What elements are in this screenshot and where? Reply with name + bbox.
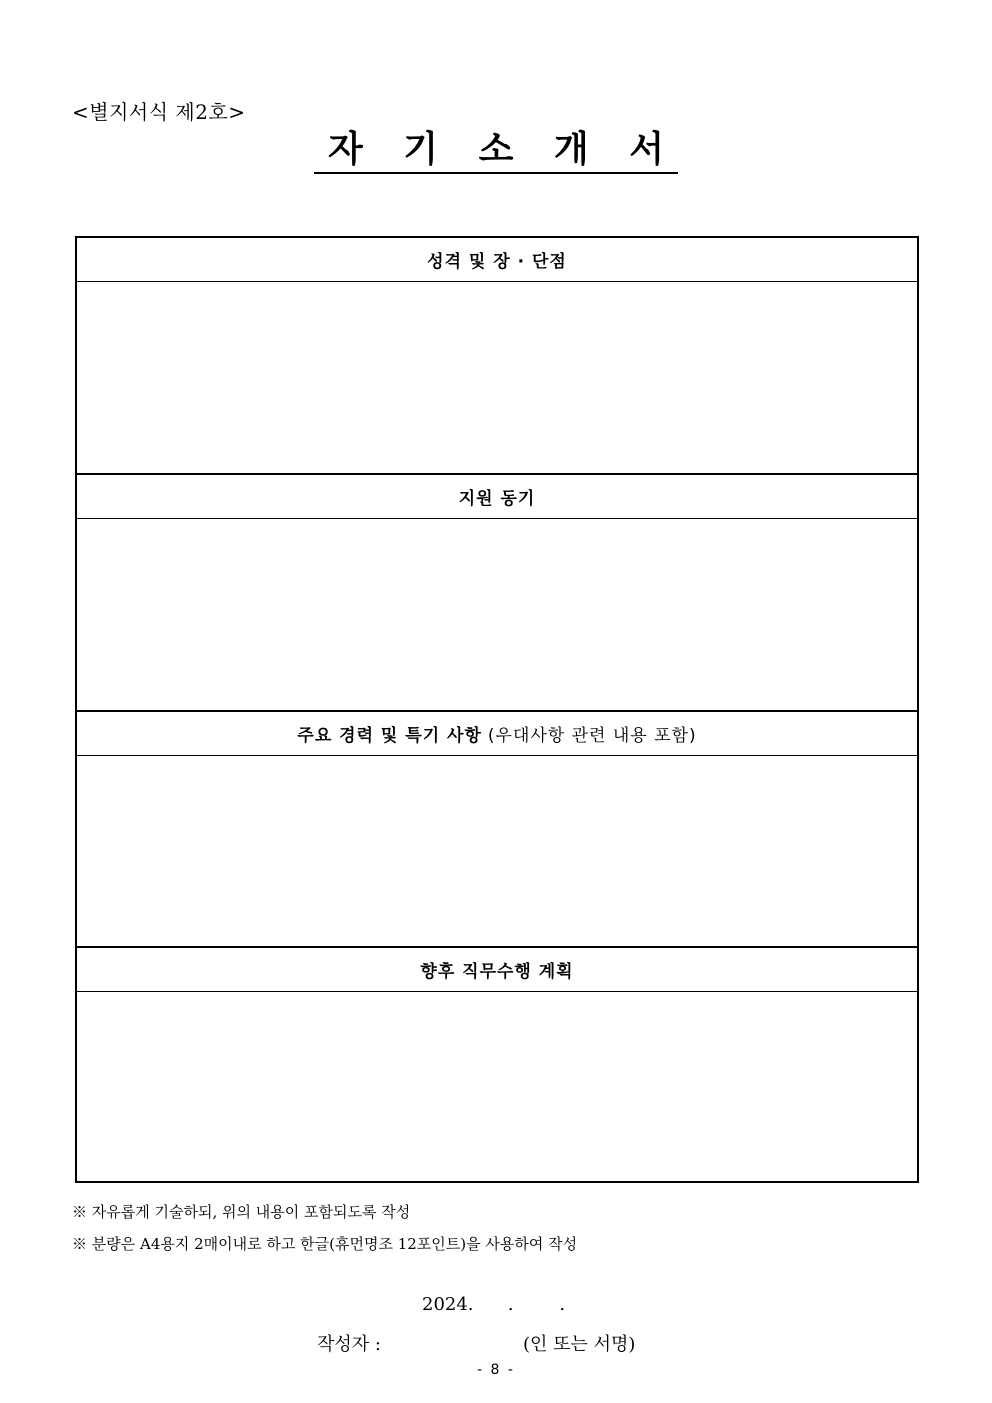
section-motivation [77, 473, 917, 710]
signature-field[interactable] [381, 1330, 523, 1350]
section-header-label: 성격 및 장 · 단점 [427, 252, 567, 272]
instruction-notes [72, 1196, 577, 1260]
signature-note: (인 또는 서명) [522, 1334, 636, 1355]
date-line: 2024. . . [422, 1294, 566, 1315]
career-writing-area[interactable] [77, 756, 917, 947]
personality-writing-area[interactable] [77, 282, 917, 473]
writer-label: 작성자 : [317, 1334, 381, 1355]
section-plan [77, 946, 917, 1183]
document-title-wrapper [0, 129, 992, 174]
section-personality [77, 238, 917, 473]
section-header-label: 주요 경력 및 특기 사항 [297, 726, 482, 746]
section-header [77, 948, 917, 992]
motivation-writing-area[interactable] [77, 519, 917, 710]
plan-writing-area[interactable] [77, 992, 917, 1183]
form-label: <별지서식 제2호> [72, 100, 246, 124]
instruction-note: ※ 분량은 A4용지 2매이내로 하고 한글(휴먼명조 12포인트)을 사용하여 작성 [72, 1235, 578, 1253]
self-introduction-table [75, 236, 919, 1183]
writer-line [317, 1330, 635, 1356]
section-career [77, 710, 917, 947]
section-header-note: (우대사항 관련 내용 포함) [487, 726, 697, 746]
document-title: 자 기 소 개 서 [314, 132, 678, 174]
page-number: - 8 - [477, 1362, 515, 1378]
section-header [77, 475, 917, 519]
section-header [77, 712, 917, 756]
section-header-label: 지원 동기 [458, 489, 536, 509]
section-header [77, 238, 917, 282]
instruction-note: ※ 자유롭게 기술하되, 위의 내용이 포함되도록 작성 [72, 1203, 411, 1221]
section-header-label: 향후 직무수행 계획 [420, 962, 574, 982]
